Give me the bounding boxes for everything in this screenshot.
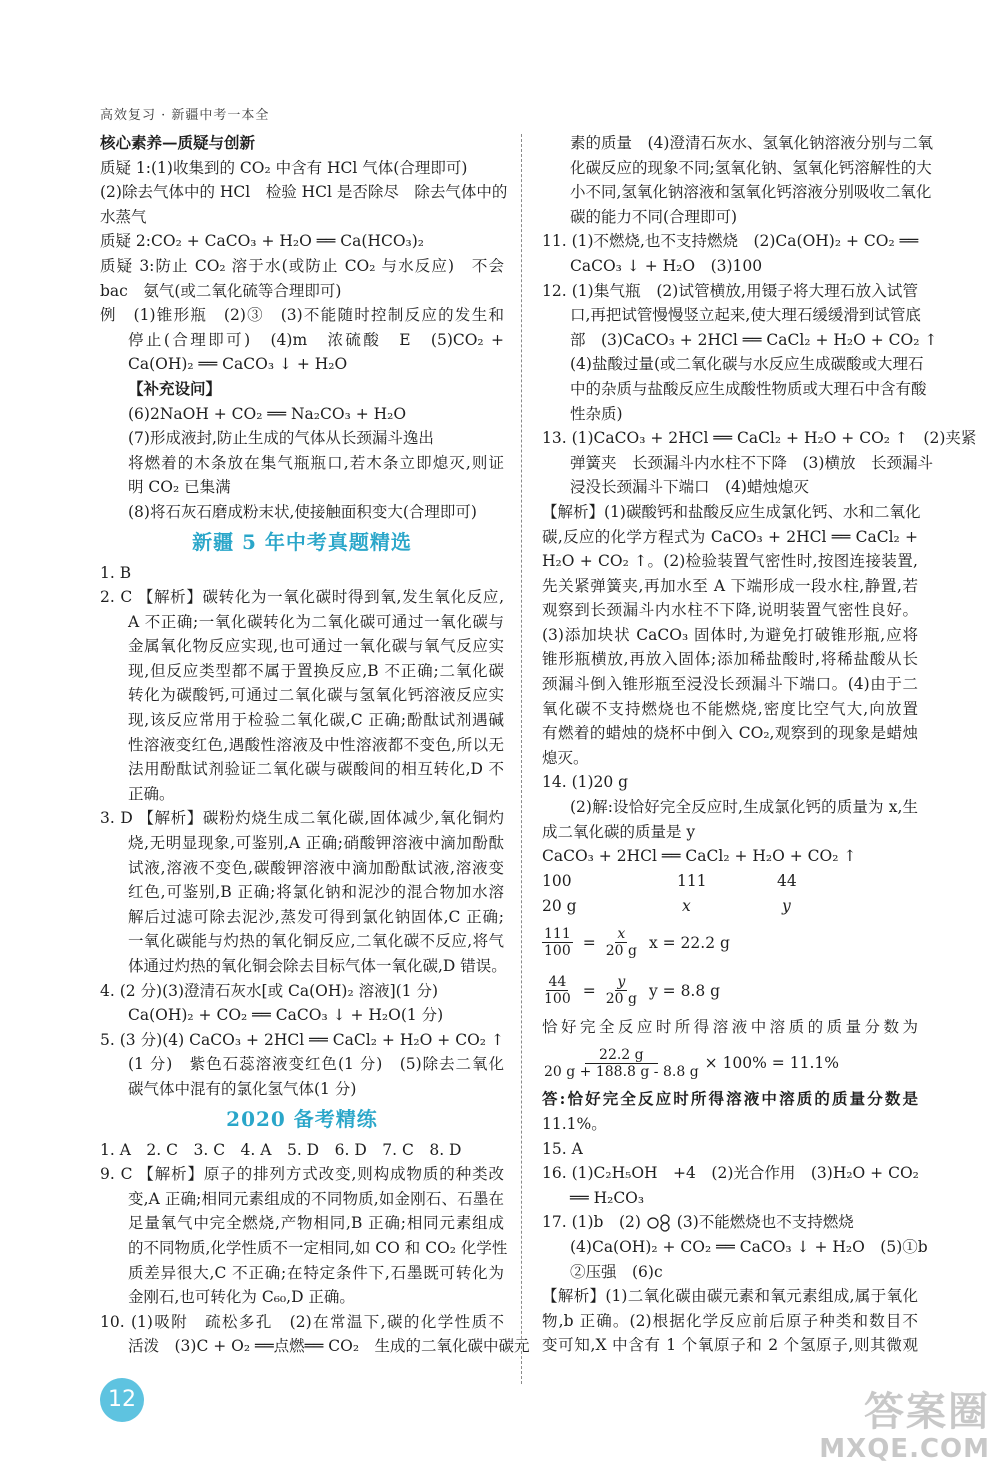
proportion-y [542,967,918,1015]
fraction-num: x [617,926,626,943]
fraction-den: 100 [544,991,571,1008]
answer-line: 11.1%。 [542,1115,607,1133]
text-line: 质疑 3:防止 CO₂ 溶于水(或防止 CO₂ 与水反应) 不会 [100,256,504,275]
text-line: Ca(OH)₂ ══ CaCO₃ ↓ + H₂O [128,355,348,374]
fraction-den: 100 [544,943,571,960]
fraction-den: 20 g + 188.8 g - 8.8 g [544,1063,699,1080]
answer-line: 金刚石,也可转化为 C₆₀,D 正确。 [128,1288,355,1307]
answer-line: 活泼 (3)C + O₂ ══点燃══ CO₂ 生成的二氧化碳中碳元 [128,1337,530,1356]
text-line: 将燃着的木条放在集气瓶瓶口,若木条立即熄灭,则证 [128,453,504,472]
result: x = 22.2 g [648,933,730,952]
stoich-value: 100 [542,871,572,890]
answer-line: 小不同,氢氧化钠溶液和氢氧化钙溶液分别吸收二氧化 [570,183,932,202]
fraction-num: 44 [548,974,567,991]
answer-line: 1. A 2. C 3. C 4. A 5. D 6. D 7. C 8. D [100,1140,462,1159]
proportion-x [542,919,918,967]
answer-line: 碳的能力不同(合理即可) [570,207,738,226]
answer-line: 烧,无明显现象,可鉴别,A 正确;硝酸钾溶液中滴加酚酞 [128,834,504,853]
column-divider [521,134,522,1384]
fraction [542,974,573,1007]
fraction-den: 20 g [605,943,637,960]
text-line: 明 CO₂ 已集满 [128,478,231,497]
text-line: 质疑 1:(1)收集到的 CO₂ 中含有 HCl 气体(合理即可) [100,158,468,177]
answer-line: 体通过灼热的氧化铜会除去目标气体一氧化碳,D 错误。 [128,957,507,975]
xinjiang-answers [100,561,507,1102]
answer-line: CaCO₃ ↓ + H₂O (3)100 [570,256,763,275]
stoich-value: x [682,896,691,915]
answer-line [542,1210,918,1235]
analysis-line: 【解析】(1)碳酸钙和盐酸反应生成氯化钙、水和二氧化 [542,502,921,521]
molecule-model-icon [646,1214,672,1232]
analysis-line: 有燃着的蜡烛的烧杯中倒入 CO₂,观察到的现象是蜡烛 [542,724,918,743]
stoich-row-molar [542,869,918,894]
fraction-num: 22.2 g [585,1047,658,1064]
answer-line: ══ H₂CO₃ [570,1188,645,1207]
stoich-value: 111 [677,871,707,890]
page-number-badge: 12 [100,1378,144,1422]
answer-line: 解后过滤可除去泥沙,蒸发可得到氯化钠固体,C 正确; [128,907,504,926]
page-header: 高效复习 · 新疆中考一本全 [100,108,270,123]
answer-line: 化碳反应的现象不同;氢氧化钠、氢氧化钙溶解性的大 [570,158,932,177]
equals-sign: = [582,933,596,952]
watermark-logo-text: 答案圈 [864,1389,990,1435]
practice-answers [100,1138,530,1359]
analysis-line: (3)添加块状 CaCO₃ 固体时,为避免打破锥形瓶,应将 [542,625,918,644]
answer-line: 金属氧化物反应实现,也可通过一氧化碳与氧气反应实 [128,637,504,656]
answer-line: 性杂质) [570,404,623,423]
analysis-line: 观察到长颈漏斗内水柱不下降,说明装置气密性良好。 [542,601,918,620]
text-span: 17. (1)b (2) [542,1213,641,1232]
answer-line: (2)解:设恰好完全反应时,生成氯化钙的质量为 x,生 [570,798,918,817]
answer-line: 16. (1)C₂H₅OH +4 (2)光合作用 (3)H₂O + CO₂ [542,1164,919,1183]
watermark [819,1390,990,1464]
analysis-line: 氧化碳不支持燃烧也不能燃烧,密度比空气大,向放置 [542,699,918,718]
answer-line: 答:恰好完全反应时所得溶液中溶质的质量分数是 [542,1089,918,1109]
fraction [542,1047,701,1080]
analysis-line: 变可知,X 中含有 1 个氧原子和 2 个氢原子,则其微观 [542,1336,918,1355]
analysis-line: 碳,反应的化学方程式为 CaCO₃ + 2HCl ══ CaCl₂ + [542,527,918,546]
answer-line: A 不正确;一氧化碳转化为二氧化碳可通过一氧化碳与 [128,612,504,631]
analysis-line: H₂O + CO₂ ↑。(2)检验装置气密性时,按图连接装置, [542,552,918,571]
analysis-line: 颈漏斗倒入锥形瓶至浸没长颈漏斗下端口。(4)由于二 [542,675,918,694]
equals-sign: = [582,981,596,1000]
left-column [100,131,530,1359]
watermark-url: MXQE.COM [819,1434,990,1464]
result: y = 8.8 g [648,981,721,1000]
stoich-row-mass [542,894,918,919]
section-title-xinjiang: 新疆 5 年中考真题精选 [192,529,412,554]
fraction-num: y [617,974,626,991]
text-line: (2)除去气体中的 HCl 检验 HCl 是否除尽 除去气体中的 [100,183,508,202]
analysis-line: 【解析】(1)二氧化碳由碳元素和氧元素组成,属于氧化 [542,1287,918,1306]
answer-line: 1. B [100,563,132,582]
section-title-2020: 2020 备考精练 [226,1106,378,1131]
answer-line: 11. (1)不燃烧,也不支持燃烧 (2)Ca(OH)₂ + CO₂ ══ [542,232,919,251]
fraction [604,926,639,959]
block-heading: 核心素养—质疑与创新 [100,133,256,152]
answer-line: 3. D 【解析】碳粉灼烧生成二氧化碳,固体减少,氧化铜灼 [100,809,504,828]
answer-line: 一氧化碳能与灼热的氧化铜反应,二氧化碳不反应,将气 [128,932,504,951]
answer-line: 法用酚酞试剂验证二氧化碳与碳酸间的相互转化,D 不 [128,760,504,779]
answer-line: 足量氧气中完全燃烧,产物相同,B 正确;相同元素组成 [128,1214,504,1233]
text-line: 水蒸气 [100,207,147,226]
answer-line: 现,该反应常用于检验二氧化碳,C 正确;酚酞试剂遇碱 [128,711,504,730]
analysis-line: 物,b 正确。(2)根据化学反应前后原子种类和数目不 [542,1311,918,1330]
answer-line: 中的杂质与盐酸反应生成酸性物质或大理石中含有酸 [570,379,927,398]
stoich-value: y [782,896,791,915]
answer-line: 碳气体中混有的氯化氢气体(1 分) [128,1079,357,1098]
answer-line: 正确。 [128,784,175,803]
answer-line: 成二氧化碳的质量是 y [542,822,696,841]
fraction [542,926,573,959]
answer-line: Ca(OH)₂ + CO₂ ══ CaCO₃ ↓ + H₂O(1 分) [128,1006,444,1025]
text-line: (6)2NaOH + CO₂ ══ Na₂CO₃ + H₂O [128,404,407,423]
answer-line: 转化为碳酸钙,可通过二氧化碳与氢氧化钙溶液反应实 [128,686,504,705]
fraction [604,974,639,1007]
text-line: (8)将石灰石磨成粉末状,使接触面积变大(合理即可) [128,502,477,521]
text-span: (3)不能燃烧也不支持燃烧 [676,1213,854,1232]
stoich-value: 44 [777,871,797,890]
stoich-value: 20 g [542,896,577,915]
text-line: 停止(合理即可) (4)m 浓硫酸 E (5)CO₂ + [128,330,504,349]
answer-line: 15. A [542,1139,583,1158]
core-literacy-block [100,131,508,525]
answer-line: 性溶液变红色,遇酸性溶液及中性溶液都不变色,所以无 [128,735,504,754]
answer-line: 口,再把试管慢慢竖立起来,使大理石缓缓滑到试管底 [570,306,921,325]
analysis-line: 先关紧弹簧夹,再加水至 A 下端形成一段水柱,静置,若 [542,576,918,595]
answer-line: 13. (1)CaCO₃ + 2HCl ══ CaCl₂ + H₂O + CO₂ ↑ (2)夹紧 [542,429,977,448]
answer-line: ②压强 (6)c [570,1262,663,1281]
answer-line: 4. (2 分)(3)澄清石灰水[或 Ca(OH)₂ 溶液](1 分) [100,981,439,1000]
answer-line: 质差异很大,C 不正确;在特定条件下,石墨既可转化为 [128,1263,504,1282]
answer-line: (4)盐酸过量(或二氧化碳与水反应生成碳酸或大理石 [570,355,924,374]
text-line: 质疑 2:CO₂ + CaCO₃ + H₂O ══ Ca(HCO₃)₂ [100,232,425,251]
answer-line: 变,A 正确;相同元素组成的不同物质,如金刚石、石墨在 [128,1189,504,1208]
answer-line: (4)Ca(OH)₂ + CO₂ ══ CaCO₃ ↓ + H₂O (5)①b [570,1237,928,1256]
answer-line: 浸没长颈漏斗下端口 (4)蜡烛熄灭 [570,478,809,497]
text-line: (7)形成液封,防止生成的气体从长颈漏斗逸出 [128,429,434,448]
text-line: bac 氨气(或二氧化硫等合理即可) [100,281,342,300]
answer-line: 素的质量 (4)澄清石灰水、氢氧化钠溶液分别与二氧 [570,134,933,152]
answer-line: 红色,可鉴别,B 正确;将氯化钠和泥沙的混合物加水溶 [128,883,504,902]
result: × 100% = 11.1% [704,1054,839,1073]
answer-line: 现,但反应类型都不属于置换反应,B 不正确;二氧化碳 [128,661,504,680]
answer-line: 14. (1)20 g [542,773,629,792]
answer-line: 5. (3 分)(4) CaCO₃ + 2HCl ══ CaCl₂ + H₂O + CO₂ ↑ [100,1030,504,1049]
answer-line: 2. C 【解析】碳转化为一氧化碳时得到氧,发生氧化反应, [100,588,504,607]
analysis-line: 熄灭。 [542,748,589,767]
answer-line: 9. C 【解析】原子的排列方式改变,则构成物质的种类改 [100,1165,504,1184]
fraction-num: 111 [544,926,571,943]
text-line: 例 (1)锥形瓶 (2)③ (3)不能随时控制反应的发生和 [100,306,504,325]
answer-line: 恰好完全反应时所得溶液中溶质的质量分数为 [542,1017,918,1036]
supplement-heading: 【补充设问】 [128,378,222,398]
answer-line: 部 (3)CaCO₃ + 2HCl ══ CaCl₂ + H₂O + CO₂ ↑ [570,330,938,349]
answer-line: 的不同物质,化学性质不一定相同,如 CO 和 CO₂ 化学性 [128,1238,508,1257]
fraction-den: 20 g [605,991,637,1008]
answer-line: 10. (1)吸附 疏松多孔 (2)在常温下,碳的化学性质不 [100,1312,504,1331]
answer-line: (1 分) 紫色石蕊溶液变红色(1 分) (5)除去二氧化 [128,1055,504,1074]
mass-fraction-calc [542,1039,918,1087]
equation-line: CaCO₃ + 2HCl ══ CaCl₂ + H₂O + CO₂ ↑ [542,847,857,866]
answer-line: 弹簧夹 长颈漏斗内水柱不下降 (3)横放 长颈漏斗 [570,453,933,472]
analysis-line: 锥形瓶横放,再放入固体;添加稀盐酸时,将稀盐酸从长 [542,650,918,669]
right-column [542,131,977,1358]
answer-line: 试液,溶液不变色,碳酸钾溶液中滴加酚酞试液,溶液变 [128,858,504,877]
answer-line: 12. (1)集气瓶 (2)试管横放,用镊子将大理石放入试管 [542,281,918,300]
